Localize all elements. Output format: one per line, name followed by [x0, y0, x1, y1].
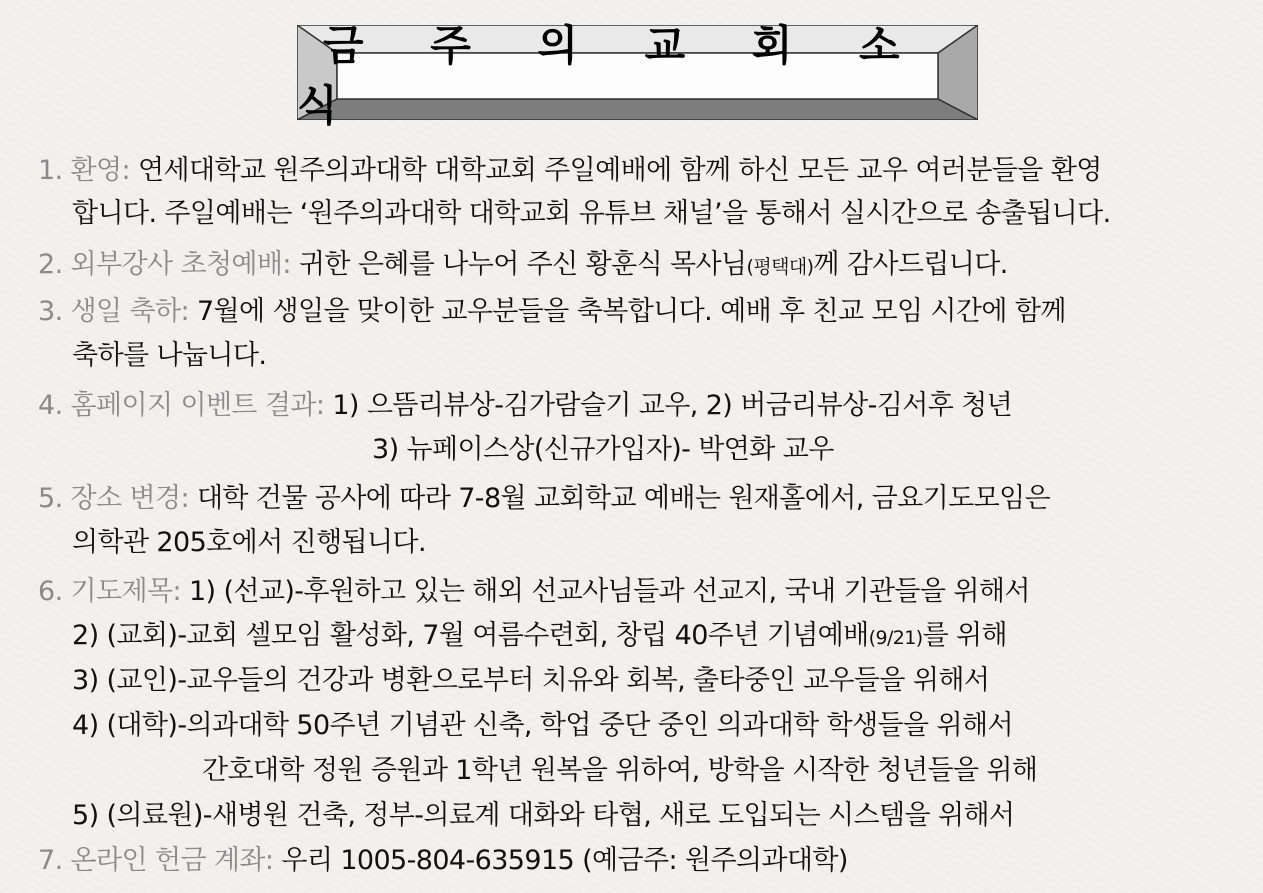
item-number: 5. [38, 483, 63, 514]
list-item-guest-speaker [38, 246, 1008, 284]
item-number: 6. [38, 576, 63, 607]
list-item-birthday-cont: 축하를 나눕니다. [72, 340, 267, 371]
list-item-homepage-event-cont: 3) 뉴페이스상(신규가입자)- 박연화 교우 [372, 434, 834, 465]
list-item-location-change-cont: 의학관 205호에서 진행됩니다. [72, 527, 426, 558]
page-title: 금 주 의 교 회 소 식 [297, 20, 926, 130]
list-item-online-offering [38, 842, 848, 880]
prayer-topic-university: 4) (대학)-의과대학 50주년 기념관 신축, 학업 중단 중인 의과대학 학생들을 위해서 [72, 710, 1013, 741]
item-text: 연세대학교 원주의과대학 대학교회 주일예배에 함께 하신 모든 교우 여러분들을 환영 [130, 155, 1102, 186]
item-number: 3. [38, 296, 63, 327]
item-text: 귀한 은혜를 나누어 주신 황훈식 목사님 [290, 249, 747, 280]
item-number: 2. [38, 249, 63, 280]
item-number: 1. [38, 155, 63, 186]
item-label: 홈페이지 이벤트 결과: [70, 390, 325, 421]
item-text: 를 위해 [922, 620, 1007, 651]
item-label: 외부강사 초청예배: [70, 249, 291, 280]
title-banner [297, 20, 978, 130]
list-item-birthday [38, 293, 1066, 331]
item-text: 우리 1005-804-635915 (예금주: 원주의과대학) [273, 845, 848, 876]
prayer-topic-university-cont: 간호대학 정원 증원과 1학년 원복을 위하여, 방학을 시작한 청년들을 위해 [202, 755, 1038, 786]
list-item-welcome [38, 152, 1102, 190]
item-label: 장소 변경: [70, 483, 189, 514]
item-label: 기도제목: [70, 576, 181, 607]
item-number: 4. [38, 390, 63, 421]
item-text: 7월에 생일을 맞이한 교우분들을 축복합니다. 예배 후 친교 모임 시간에 함께 [188, 296, 1066, 327]
prayer-topic-church [72, 617, 1007, 655]
list-item-homepage-event [38, 387, 1012, 425]
list-item-prayer-topics [38, 573, 1030, 611]
item-text: 께 감사드립니다. [813, 249, 1008, 280]
item-label: 생일 축하: [70, 296, 189, 327]
item-text-small: (9/21) [868, 627, 923, 649]
item-text: 대학 건물 공사에 따라 7-8월 교회학교 예배는 원재홀에서, 금요기도모임은 [188, 483, 1051, 514]
item-text: 2) (교회)-교회 셀모임 활성화, 7월 여름수련회, 창립 40주년 기념예배 [72, 620, 869, 651]
item-text: 1) (선교)-후원하고 있는 해외 선교사님들과 선교지, 국내 기관들을 위해서 [180, 576, 1030, 607]
item-label: 환영: [70, 155, 131, 186]
prayer-topic-members: 3) (교인)-교우들의 건강과 병환으로부터 치유와 회복, 출타중인 교우들을 위해서 [72, 665, 990, 696]
item-text: 1) 으뜸리뷰상-김가람슬기 교우, 2) 버금리뷰상-김서후 청년 [324, 390, 1013, 421]
list-item-welcome-cont: 합니다. 주일예배는 ‘원주의과대학 대학교회 유튜브 채널’을 통해서 실시간으로 송출됩니다. [72, 198, 1111, 229]
list-item-location-change [38, 480, 1050, 518]
item-number: 7. [38, 845, 63, 876]
item-label: 온라인 헌금 계좌: [70, 845, 274, 876]
prayer-topic-hospital: 5) (의료원)-새병원 건축, 정부-의료계 대화와 타협, 새로 도입되는 시스템을 위해서 [72, 800, 1015, 831]
item-text-small: (평택대) [746, 256, 814, 278]
